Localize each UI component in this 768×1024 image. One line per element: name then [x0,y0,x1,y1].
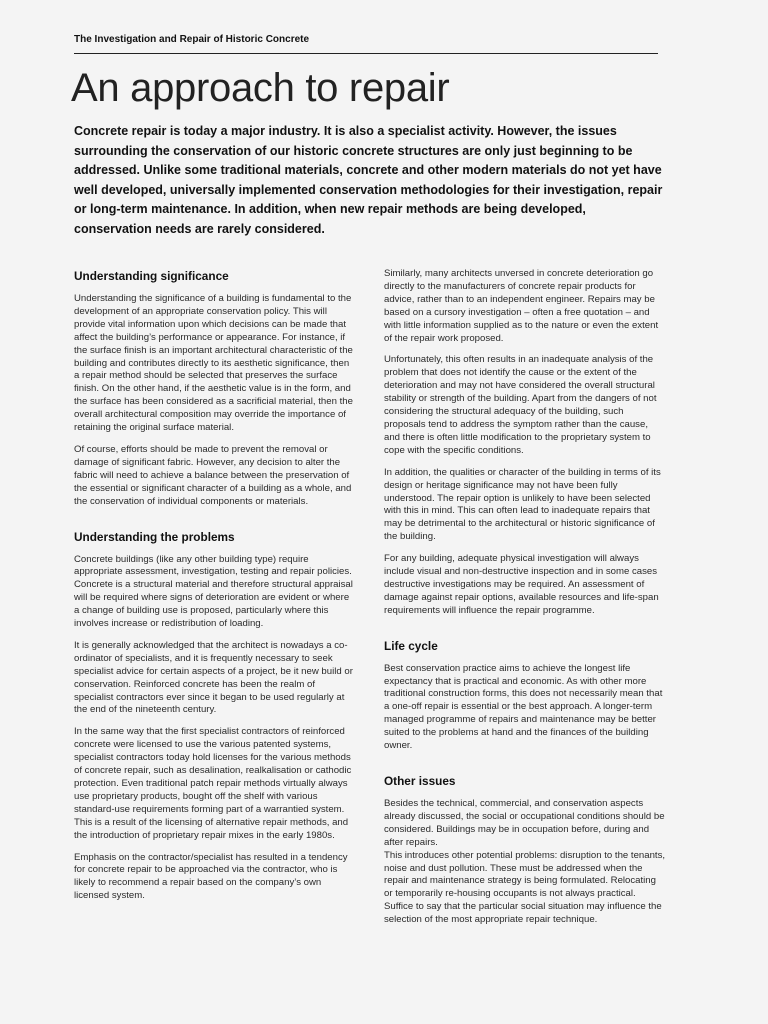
right-column [384,268,666,936]
paragraph: In addition, the qualities or character of the building in terms of its design or heritage significance may not have been fully understood. The repair option is unlikely to have been selected with this in mind. This can often lead to inadequate repairs that may be detrimental to the architectural or historic significance of the building. [384,466,661,543]
section-heading-other-issues: Other issues [384,774,456,788]
section-heading-life-cycle: Life cycle [384,638,438,653]
paragraph: It is generally acknowledged that the architect is nowadays a co-ordinator of specialists, and it is frequently necessary to seek specialist advice for certain aspects of a project, be it new build or conservation. Reinforced concrete has been the realm of specialist contractors ever since it began to be used regularly at the end of the nineteenth century. [74,639,353,716]
paragraph: Similarly, many architects unversed in concrete deterioration go directly to the manufacturers of concrete repair products for advice, rather than to an independent engineer. Repairs may be based on a cursory investigation – often a free quotation – and with little information supplied as to the nature or even the extent of the repair work proposed. [384,268,659,344]
left-column [74,268,356,912]
paragraph: Of course, efforts should be made to prevent the removal or damage of significant fabric. However, any decision to alter the fabric will need to achieve a balance between the preservation of the essential or significant character of a building as a whole, and the conservation of individual components or materials. [74,443,352,507]
paragraph: Emphasis on the contractor/specialist has resulted in a tendency for concrete repair to be approached via the contractor, who is likely to recommend a repair based on the company’s own licensed system. [74,851,348,902]
page-title: An approach to repair [71,66,450,110]
paragraph: Concrete buildings (like any other building type) require appropriate assessment, investigation, testing and repair policies. Concrete is a structural material and therefore structural appraisal will be required where signs of deterioration are evident or where a change of building use is proposed, particularly where this involves increase or redistribution of loading. [74,553,353,630]
running-head: The Investigation and Repair of Historic Concrete [74,34,310,45]
paragraph: This introduces other potential problems: disruption to the tenants, noise and dust pollution. These must be addressed when the repair and maintenance strategy is being formulated. Relocating or temporarily re-housing occupants is not always practical. Suffice to say that the particular social situation may influence the selection of the most appropriate repair technique. [384,849,666,926]
paragraph: Unfortunately, this often results in an inadequate analysis of the problem that does not identify the cause or the extent of the deterioration and may not have considered the overall structural stability or strength of the building. Apart from the dangers of not considering the structural adequacy of the building, such proposals tend to address the symptom rather than the cause, and there is often little modification to the proprietary system to cope with the specific conditions. [384,354,657,456]
header-divider [74,53,658,54]
intro-paragraph: Concrete repair is today a major industry. It is also a specialist activity. However, the issues surrounding the conservation of our historic concrete structures are only just beginning to be addressed. Unlike some traditional materials, concrete and other modern materials do not yet have well developed, universally implemented conservation methodologies for their investigation, repair or long-term maintenance. In addition, when new repair methods are being developed, conservation needs are rarely considered. [74,124,663,236]
paragraph: For any building, adequate physical investigation will always include visual and non-destructive inspection and in some cases destructive investigations may be required. An assessment of damage against repair options, available resources and life-span requirements will influence the repair programme. [384,553,659,616]
paragraph: Best conservation practice aims to achieve the longest life expectancy that is practical and economic. As with other more traditional construction forms, this does not necessarily mean that a one-off repair is essential or the best approach. A longer-term managed programme of repairs and maintenance may be better suited to the problems at hand and the finances of the building owner. [384,662,663,752]
paragraph: Besides the technical, commercial, and conservation aspects already discussed, the social or occupational conditions should be considered. Buildings may be in occupation before, during and after repairs. [384,798,665,848]
paragraph: Understanding the significance of a building is fundamental to the development of an appropriate conservation policy. This will provide vital information upon which decisions can be made that affect the building’s performance or appearance. For instance, if the surface finish is an important architectural characteristic of the building and contributes directly to its aesthetic significance, then a repair method should be selected that preserves the surface finish. On the other hand, if the aesthetic value is in the form, and the surface has been considered as a sacrificial material, then the overall architectural composition may override the importance of retaining the original surface material. [74,293,353,434]
paragraph: In the same way that the first specialist contractors of reinforced concrete were licensed to use the various patented systems, specialist contractors today hold licenses for the various methods of concrete repair, such as desalination, realkalisation or cathodic protection. Even traditional patch repair methods virtually always use proprietary products, bought off the shelf with various standard-use requirements forming part of a warrantied system. This is a result of the licensing of alternative repair methods, and the introduction of proprietary repair mixes in the early 1980s. [74,726,352,841]
section-heading-understanding-problems: Understanding the problems [74,529,235,544]
section-heading-understanding-significance: Understanding significance [74,269,229,283]
